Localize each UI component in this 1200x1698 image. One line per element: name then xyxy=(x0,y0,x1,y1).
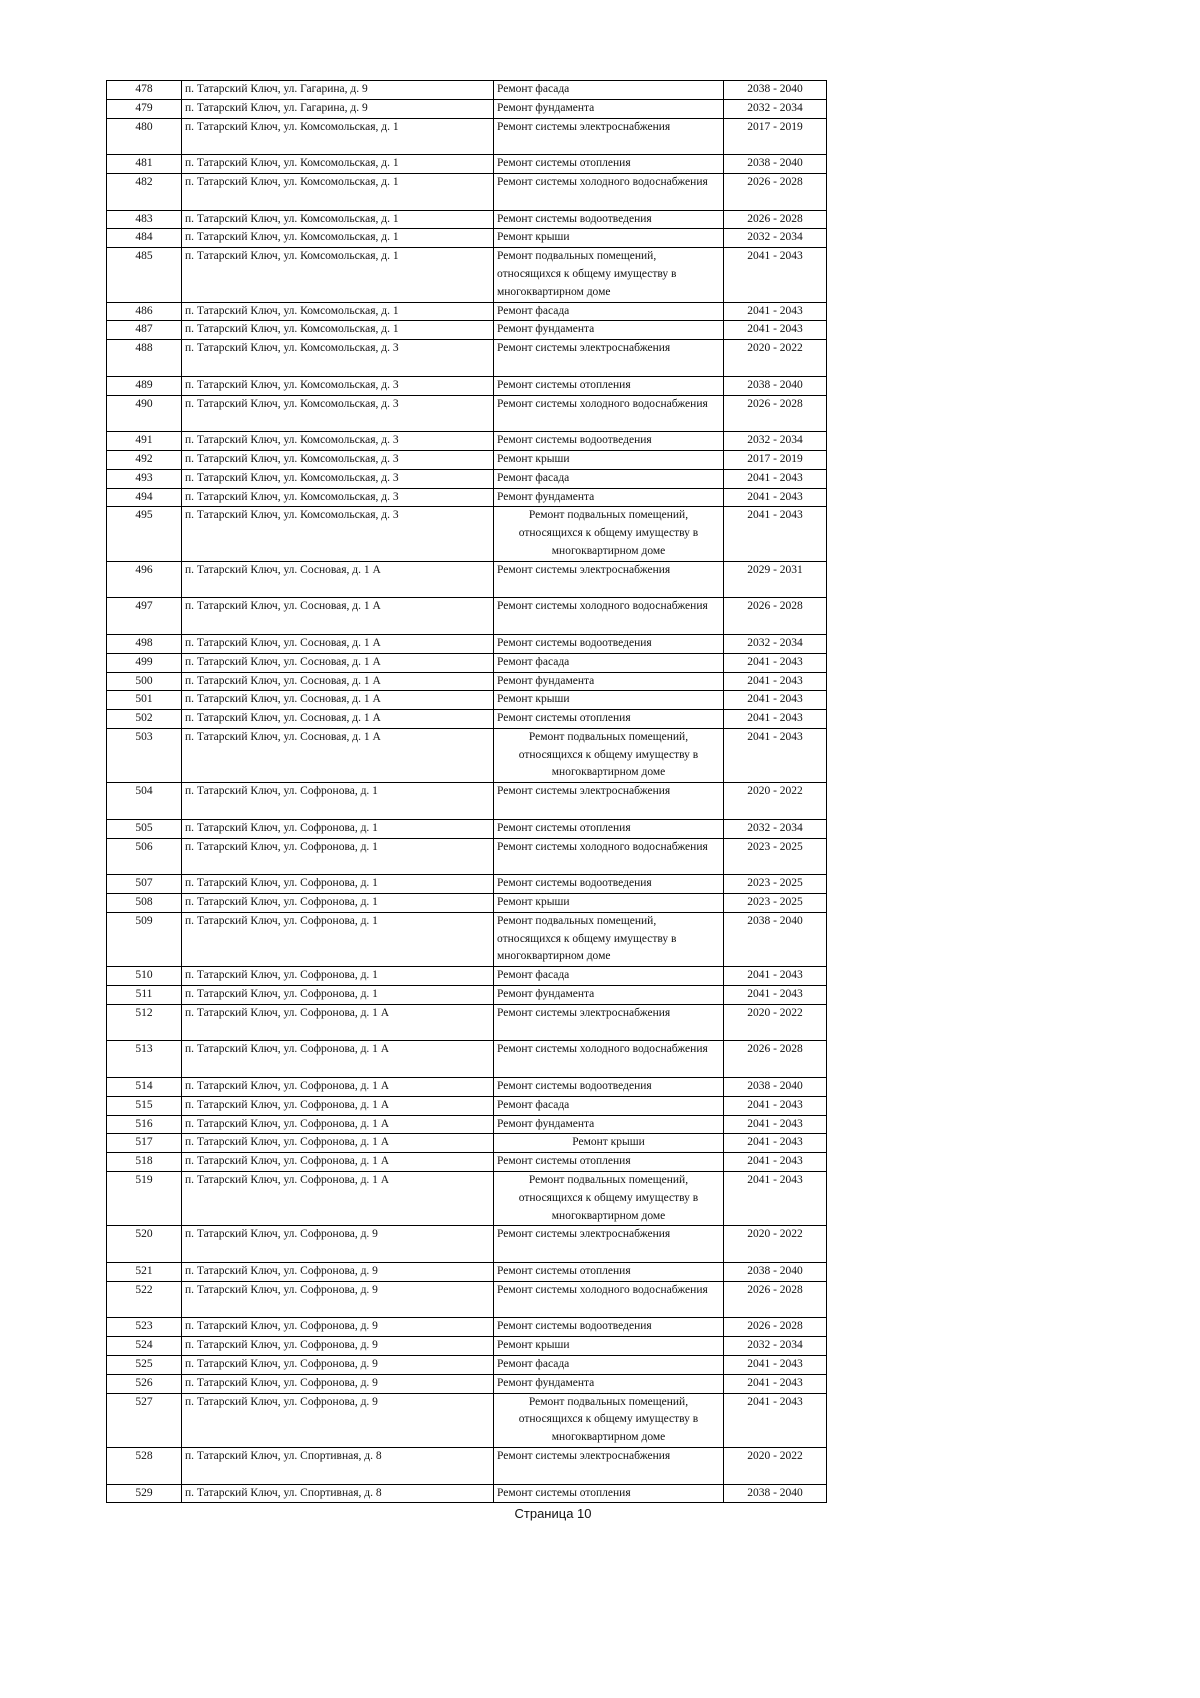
work-type-cell: Ремонт системы отопления xyxy=(494,155,724,174)
period-cell: 2041 - 2043 xyxy=(724,469,827,488)
address-cell: п. Татарский Ключ, ул. Софронова, д. 1 xyxy=(182,819,494,838)
address-cell: п. Татарский Ключ, ул. Софронова, д. 9 xyxy=(182,1393,494,1447)
period-cell: 2032 - 2034 xyxy=(724,819,827,838)
period-cell: 2038 - 2040 xyxy=(724,1263,827,1282)
period-cell: 2038 - 2040 xyxy=(724,81,827,100)
work-type-cell: Ремонт подвальных помещений, относящихся к общему имуществу в многоквартирном доме xyxy=(494,507,724,561)
work-type-cell: Ремонт фундамента xyxy=(494,672,724,691)
work-type-cell: Ремонт фундамента xyxy=(494,321,724,340)
work-type-cell: Ремонт системы холодного водоснабжения xyxy=(494,395,724,432)
table-row xyxy=(107,1447,827,1484)
table-row xyxy=(107,118,827,155)
table-row xyxy=(107,1337,827,1356)
work-type-cell: Ремонт системы электроснабжения xyxy=(494,118,724,155)
page-number-footer: Страница 10 xyxy=(514,1506,592,1521)
address-cell: п. Татарский Ключ, ул. Сосновая, д. 1 А xyxy=(182,728,494,782)
work-type-cell: Ремонт подвальных помещений, относящихся к общему имуществу в многоквартирном доме xyxy=(494,1393,724,1447)
work-type-cell: Ремонт фундамента xyxy=(494,1115,724,1134)
work-type-cell: Ремонт системы электроснабжения xyxy=(494,783,724,820)
address-cell: п. Татарский Ключ, ул. Софронова, д. 1 xyxy=(182,838,494,875)
address-cell: п. Татарский Ключ, ул. Сосновая, д. 1 А xyxy=(182,634,494,653)
period-cell: 2017 - 2019 xyxy=(724,450,827,469)
address-cell: п. Татарский Ключ, ул. Софронова, д. 9 xyxy=(182,1337,494,1356)
address-cell: п. Татарский Ключ, ул. Комсомольская, д. 3 xyxy=(182,376,494,395)
table-row xyxy=(107,1115,827,1134)
work-type-cell: Ремонт крыши xyxy=(494,691,724,710)
work-type-cell: Ремонт фундамента xyxy=(494,488,724,507)
work-type-cell: Ремонт системы отопления xyxy=(494,819,724,838)
period-cell: 2041 - 2043 xyxy=(724,967,827,986)
table-row xyxy=(107,81,827,100)
row-number-cell: 486 xyxy=(107,302,182,321)
work-type-cell: Ремонт фасада xyxy=(494,653,724,672)
period-cell: 2038 - 2040 xyxy=(724,155,827,174)
period-cell: 2041 - 2043 xyxy=(724,986,827,1005)
address-cell: п. Татарский Ключ, ул. Сосновая, д. 1 А xyxy=(182,691,494,710)
work-type-cell: Ремонт подвальных помещений, относящихся к общему имуществу в многоквартирном доме xyxy=(494,248,724,302)
row-number-cell: 504 xyxy=(107,783,182,820)
period-cell: 2041 - 2043 xyxy=(724,1134,827,1153)
table-row xyxy=(107,1484,827,1503)
row-number-cell: 528 xyxy=(107,1447,182,1484)
table-row xyxy=(107,634,827,653)
address-cell: п. Татарский Ключ, ул. Софронова, д. 9 xyxy=(182,1355,494,1374)
work-type-cell: Ремонт подвальных помещений, относящихся к общему имуществу в многоквартирном доме xyxy=(494,728,724,782)
work-type-cell: Ремонт фасада xyxy=(494,967,724,986)
period-cell: 2041 - 2043 xyxy=(724,1096,827,1115)
work-type-cell: Ремонт системы электроснабжения xyxy=(494,340,724,377)
table-row xyxy=(107,1096,827,1115)
period-cell: 2041 - 2043 xyxy=(724,672,827,691)
period-cell: 2023 - 2025 xyxy=(724,838,827,875)
work-type-cell: Ремонт системы холодного водоснабжения xyxy=(494,1281,724,1318)
period-cell: 2020 - 2022 xyxy=(724,1004,827,1041)
row-number-cell: 481 xyxy=(107,155,182,174)
period-cell: 2041 - 2043 xyxy=(724,1172,827,1226)
work-type-cell: Ремонт системы электроснабжения xyxy=(494,1447,724,1484)
period-cell: 2041 - 2043 xyxy=(724,321,827,340)
table-row xyxy=(107,1004,827,1041)
address-cell: п. Татарский Ключ, ул. Комсомольская, д. 3 xyxy=(182,488,494,507)
address-cell: п. Татарский Ключ, ул. Софронова, д. 1 xyxy=(182,986,494,1005)
period-cell: 2038 - 2040 xyxy=(724,1484,827,1503)
row-number-cell: 511 xyxy=(107,986,182,1005)
table-row xyxy=(107,819,827,838)
row-number-cell: 510 xyxy=(107,967,182,986)
period-cell: 2041 - 2043 xyxy=(724,1115,827,1134)
row-number-cell: 526 xyxy=(107,1374,182,1393)
work-type-cell: Ремонт системы электроснабжения xyxy=(494,1004,724,1041)
work-type-cell: Ремонт системы холодного водоснабжения xyxy=(494,838,724,875)
row-number-cell: 499 xyxy=(107,653,182,672)
period-cell: 2032 - 2034 xyxy=(724,634,827,653)
row-number-cell: 480 xyxy=(107,118,182,155)
row-number-cell: 516 xyxy=(107,1115,182,1134)
work-type-cell: Ремонт системы холодного водоснабжения xyxy=(494,598,724,635)
work-type-cell: Ремонт системы водоотведения xyxy=(494,634,724,653)
address-cell: п. Татарский Ключ, ул. Софронова, д. 1 А xyxy=(182,1041,494,1078)
table-row xyxy=(107,598,827,635)
period-cell: 2041 - 2043 xyxy=(724,507,827,561)
table-row xyxy=(107,376,827,395)
period-cell: 2026 - 2028 xyxy=(724,210,827,229)
row-number-cell: 518 xyxy=(107,1153,182,1172)
row-number-cell: 505 xyxy=(107,819,182,838)
period-cell: 2017 - 2019 xyxy=(724,118,827,155)
address-cell: п. Татарский Ключ, ул. Софронова, д. 1 xyxy=(182,967,494,986)
row-number-cell: 498 xyxy=(107,634,182,653)
address-cell: п. Татарский Ключ, ул. Софронова, д. 1 А xyxy=(182,1096,494,1115)
row-number-cell: 514 xyxy=(107,1078,182,1097)
address-cell: п. Татарский Ключ, ул. Комсомольская, д. 1 xyxy=(182,173,494,210)
row-number-cell: 485 xyxy=(107,248,182,302)
work-type-cell: Ремонт крыши xyxy=(494,229,724,248)
period-cell: 2041 - 2043 xyxy=(724,1355,827,1374)
table-row xyxy=(107,986,827,1005)
work-type-cell: Ремонт крыши xyxy=(494,1337,724,1356)
capital-repair-table xyxy=(106,80,827,1503)
address-cell: п. Татарский Ключ, ул. Комсомольская, д. 3 xyxy=(182,340,494,377)
table-row xyxy=(107,1263,827,1282)
period-cell: 2032 - 2034 xyxy=(724,229,827,248)
row-number-cell: 508 xyxy=(107,894,182,913)
address-cell: п. Татарский Ключ, ул. Сосновая, д. 1 А xyxy=(182,710,494,729)
address-cell: п. Татарский Ключ, ул. Сосновая, д. 1 А xyxy=(182,672,494,691)
row-number-cell: 490 xyxy=(107,395,182,432)
table-row xyxy=(107,1041,827,1078)
address-cell: п. Татарский Ключ, ул. Комсомольская, д. 1 xyxy=(182,229,494,248)
row-number-cell: 506 xyxy=(107,838,182,875)
address-cell: п. Татарский Ключ, ул. Комсомольская, д. 3 xyxy=(182,469,494,488)
row-number-cell: 502 xyxy=(107,710,182,729)
work-type-cell: Ремонт фундамента xyxy=(494,986,724,1005)
period-cell: 2032 - 2034 xyxy=(724,99,827,118)
work-type-cell: Ремонт системы электроснабжения xyxy=(494,1226,724,1263)
table-row xyxy=(107,302,827,321)
row-number-cell: 493 xyxy=(107,469,182,488)
address-cell: п. Татарский Ключ, ул. Софронова, д. 1 А xyxy=(182,1153,494,1172)
table-row xyxy=(107,155,827,174)
address-cell: п. Татарский Ключ, ул. Софронова, д. 1 А xyxy=(182,1078,494,1097)
table-row xyxy=(107,1318,827,1337)
address-cell: п. Татарский Ключ, ул. Софронова, д. 9 xyxy=(182,1281,494,1318)
row-number-cell: 522 xyxy=(107,1281,182,1318)
table-row xyxy=(107,450,827,469)
row-number-cell: 524 xyxy=(107,1337,182,1356)
work-type-cell: Ремонт фасада xyxy=(494,302,724,321)
row-number-cell: 512 xyxy=(107,1004,182,1041)
period-cell: 2026 - 2028 xyxy=(724,1041,827,1078)
row-number-cell: 521 xyxy=(107,1263,182,1282)
address-cell: п. Татарский Ключ, ул. Сосновая, д. 1 А xyxy=(182,561,494,598)
table-row xyxy=(107,653,827,672)
period-cell: 2020 - 2022 xyxy=(724,1447,827,1484)
table-row xyxy=(107,1281,827,1318)
row-number-cell: 495 xyxy=(107,507,182,561)
table-row xyxy=(107,229,827,248)
period-cell: 2023 - 2025 xyxy=(724,875,827,894)
work-type-cell: Ремонт системы электроснабжения xyxy=(494,561,724,598)
work-type-cell: Ремонт крыши xyxy=(494,894,724,913)
table-row xyxy=(107,1393,827,1447)
row-number-cell: 494 xyxy=(107,488,182,507)
address-cell: п. Татарский Ключ, ул. Комсомольская, д. 1 xyxy=(182,155,494,174)
period-cell: 2041 - 2043 xyxy=(724,1393,827,1447)
work-type-cell: Ремонт системы водоотведения xyxy=(494,432,724,451)
work-type-cell: Ремонт подвальных помещений, относящихся к общему имуществу в многоквартирном доме xyxy=(494,912,724,966)
address-cell: п. Татарский Ключ, ул. Спортивная, д. 8 xyxy=(182,1484,494,1503)
table-row xyxy=(107,1153,827,1172)
period-cell: 2041 - 2043 xyxy=(724,302,827,321)
address-cell: п. Татарский Ключ, ул. Софронова, д. 1 xyxy=(182,912,494,966)
row-number-cell: 497 xyxy=(107,598,182,635)
table-row xyxy=(107,912,827,966)
period-cell: 2032 - 2034 xyxy=(724,1337,827,1356)
work-type-cell: Ремонт фасада xyxy=(494,469,724,488)
table-row xyxy=(107,1078,827,1097)
work-type-cell: Ремонт фундамента xyxy=(494,1374,724,1393)
work-type-cell: Ремонт крыши xyxy=(494,1134,724,1153)
table-row xyxy=(107,1226,827,1263)
row-number-cell: 483 xyxy=(107,210,182,229)
row-number-cell: 515 xyxy=(107,1096,182,1115)
period-cell: 2041 - 2043 xyxy=(724,1153,827,1172)
period-cell: 2038 - 2040 xyxy=(724,1078,827,1097)
row-number-cell: 529 xyxy=(107,1484,182,1503)
work-type-cell: Ремонт крыши xyxy=(494,450,724,469)
address-cell: п. Татарский Ключ, ул. Гагарина, д. 9 xyxy=(182,81,494,100)
period-cell: 2038 - 2040 xyxy=(724,912,827,966)
row-number-cell: 484 xyxy=(107,229,182,248)
work-type-cell: Ремонт системы холодного водоснабжения xyxy=(494,173,724,210)
table-row xyxy=(107,728,827,782)
address-cell: п. Татарский Ключ, ул. Софронова, д. 1 xyxy=(182,894,494,913)
row-number-cell: 501 xyxy=(107,691,182,710)
table-row xyxy=(107,173,827,210)
table-row xyxy=(107,967,827,986)
address-cell: п. Татарский Ключ, ул. Сосновая, д. 1 А xyxy=(182,598,494,635)
table-row xyxy=(107,469,827,488)
address-cell: п. Татарский Ключ, ул. Софронова, д. 1 А xyxy=(182,1115,494,1134)
address-cell: п. Татарский Ключ, ул. Комсомольская, д. 1 xyxy=(182,210,494,229)
row-number-cell: 503 xyxy=(107,728,182,782)
row-number-cell: 478 xyxy=(107,81,182,100)
table-row xyxy=(107,875,827,894)
period-cell: 2041 - 2043 xyxy=(724,248,827,302)
row-number-cell: 513 xyxy=(107,1041,182,1078)
address-cell: п. Татарский Ключ, ул. Гагарина, д. 9 xyxy=(182,99,494,118)
table-row xyxy=(107,210,827,229)
row-number-cell: 517 xyxy=(107,1134,182,1153)
period-cell: 2023 - 2025 xyxy=(724,894,827,913)
address-cell: п. Татарский Ключ, ул. Софронова, д. 9 xyxy=(182,1263,494,1282)
work-type-cell: Ремонт системы водоотведения xyxy=(494,875,724,894)
address-cell: п. Татарский Ключ, ул. Комсомольская, д. 1 xyxy=(182,248,494,302)
row-number-cell: 492 xyxy=(107,450,182,469)
table-row xyxy=(107,1374,827,1393)
row-number-cell: 488 xyxy=(107,340,182,377)
table-row xyxy=(107,432,827,451)
row-number-cell: 491 xyxy=(107,432,182,451)
table-row xyxy=(107,783,827,820)
work-type-cell: Ремонт системы водоотведения xyxy=(494,210,724,229)
period-cell: 2038 - 2040 xyxy=(724,376,827,395)
work-type-cell: Ремонт системы водоотведения xyxy=(494,1078,724,1097)
table-body xyxy=(107,81,827,1503)
address-cell: п. Татарский Ключ, ул. Комсомольская, д. 3 xyxy=(182,450,494,469)
work-type-cell: Ремонт фасада xyxy=(494,1096,724,1115)
table-row xyxy=(107,99,827,118)
row-number-cell: 509 xyxy=(107,912,182,966)
period-cell: 2020 - 2022 xyxy=(724,1226,827,1263)
address-cell: п. Татарский Ключ, ул. Софронова, д. 1 А xyxy=(182,1134,494,1153)
address-cell: п. Татарский Ключ, ул. Комсомольская, д. 3 xyxy=(182,507,494,561)
period-cell: 2041 - 2043 xyxy=(724,488,827,507)
work-type-cell: Ремонт системы отопления xyxy=(494,1263,724,1282)
address-cell: п. Татарский Ключ, ул. Комсомольская, д. 1 xyxy=(182,302,494,321)
period-cell: 2020 - 2022 xyxy=(724,783,827,820)
work-type-cell: Ремонт фасада xyxy=(494,81,724,100)
table-row xyxy=(107,395,827,432)
period-cell: 2026 - 2028 xyxy=(724,598,827,635)
row-number-cell: 525 xyxy=(107,1355,182,1374)
row-number-cell: 500 xyxy=(107,672,182,691)
row-number-cell: 519 xyxy=(107,1172,182,1226)
row-number-cell: 479 xyxy=(107,99,182,118)
table-row xyxy=(107,1134,827,1153)
table-row xyxy=(107,561,827,598)
address-cell: п. Татарский Ключ, ул. Комсомольская, д. 1 xyxy=(182,321,494,340)
address-cell: п. Татарский Ключ, ул. Софронова, д. 9 xyxy=(182,1318,494,1337)
address-cell: п. Татарский Ключ, ул. Комсомольская, д. 3 xyxy=(182,432,494,451)
work-type-cell: Ремонт фундамента xyxy=(494,99,724,118)
work-type-cell: Ремонт фасада xyxy=(494,1355,724,1374)
address-cell: п. Татарский Ключ, ул. Софронова, д. 1 А xyxy=(182,1172,494,1226)
work-type-cell: Ремонт подвальных помещений, относящихся к общему имуществу в многоквартирном доме xyxy=(494,1172,724,1226)
address-cell: п. Татарский Ключ, ул. Комсомольская, д. 1 xyxy=(182,118,494,155)
address-cell: п. Татарский Ключ, ул. Спортивная, д. 8 xyxy=(182,1447,494,1484)
table-row xyxy=(107,894,827,913)
period-cell: 2026 - 2028 xyxy=(724,173,827,210)
period-cell: 2041 - 2043 xyxy=(724,728,827,782)
period-cell: 2029 - 2031 xyxy=(724,561,827,598)
address-cell: п. Татарский Ключ, ул. Софронова, д. 9 xyxy=(182,1226,494,1263)
row-number-cell: 489 xyxy=(107,376,182,395)
period-cell: 2026 - 2028 xyxy=(724,1318,827,1337)
work-type-cell: Ремонт системы отопления xyxy=(494,1153,724,1172)
period-cell: 2026 - 2028 xyxy=(724,1281,827,1318)
address-cell: п. Татарский Ключ, ул. Софронова, д. 1 xyxy=(182,783,494,820)
table-row xyxy=(107,710,827,729)
work-type-cell: Ремонт системы холодного водоснабжения xyxy=(494,1041,724,1078)
period-cell: 2041 - 2043 xyxy=(724,710,827,729)
row-number-cell: 482 xyxy=(107,173,182,210)
row-number-cell: 487 xyxy=(107,321,182,340)
work-type-cell: Ремонт системы отопления xyxy=(494,376,724,395)
row-number-cell: 496 xyxy=(107,561,182,598)
work-type-cell: Ремонт системы отопления xyxy=(494,1484,724,1503)
address-cell: п. Татарский Ключ, ул. Комсомольская, д. 3 xyxy=(182,395,494,432)
address-cell: п. Татарский Ключ, ул. Софронова, д. 9 xyxy=(182,1374,494,1393)
table-row xyxy=(107,1172,827,1226)
address-cell: п. Татарский Ключ, ул. Софронова, д. 1 xyxy=(182,875,494,894)
period-cell: 2041 - 2043 xyxy=(724,1374,827,1393)
table-row xyxy=(107,321,827,340)
period-cell: 2041 - 2043 xyxy=(724,653,827,672)
table-row xyxy=(107,838,827,875)
table-row xyxy=(107,691,827,710)
table-row xyxy=(107,340,827,377)
period-cell: 2026 - 2028 xyxy=(724,395,827,432)
row-number-cell: 507 xyxy=(107,875,182,894)
row-number-cell: 520 xyxy=(107,1226,182,1263)
table-row xyxy=(107,1355,827,1374)
address-cell: п. Татарский Ключ, ул. Сосновая, д. 1 А xyxy=(182,653,494,672)
address-cell: п. Татарский Ключ, ул. Софронова, д. 1 А xyxy=(182,1004,494,1041)
table-row xyxy=(107,488,827,507)
table-row xyxy=(107,248,827,302)
period-cell: 2020 - 2022 xyxy=(724,340,827,377)
table-row xyxy=(107,507,827,561)
work-type-cell: Ремонт системы водоотведения xyxy=(494,1318,724,1337)
work-type-cell: Ремонт системы отопления xyxy=(494,710,724,729)
row-number-cell: 523 xyxy=(107,1318,182,1337)
period-cell: 2032 - 2034 xyxy=(724,432,827,451)
period-cell: 2041 - 2043 xyxy=(724,691,827,710)
table-row xyxy=(107,672,827,691)
row-number-cell: 527 xyxy=(107,1393,182,1447)
